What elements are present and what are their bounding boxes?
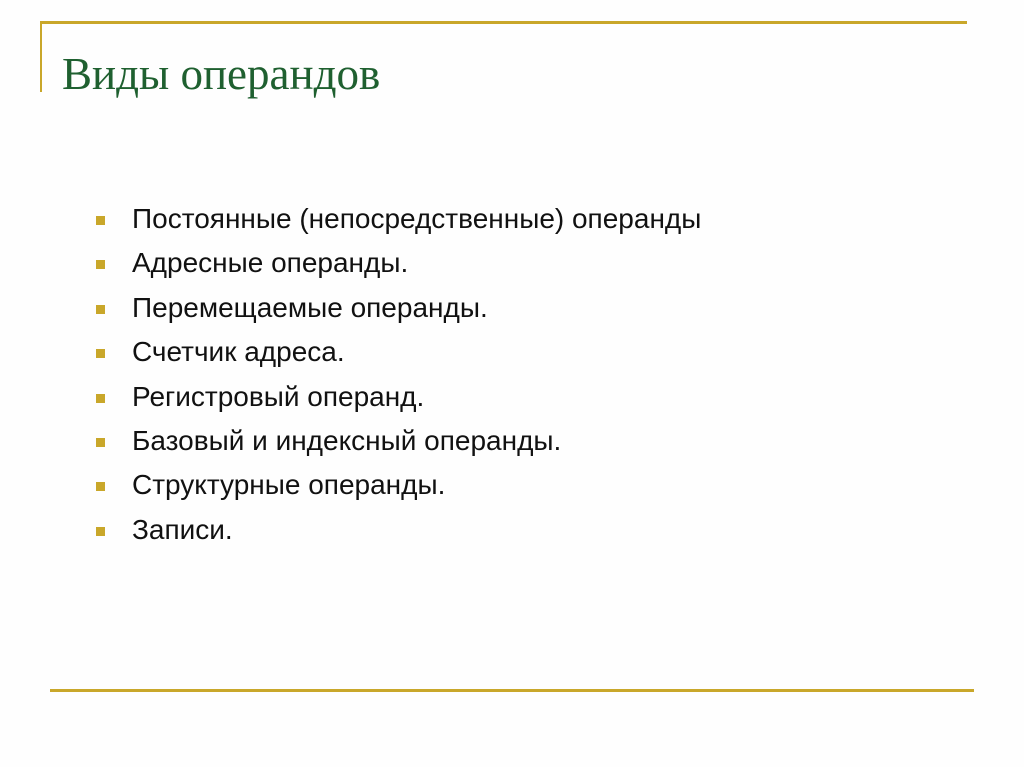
- bullet-text: Счетчик адреса.: [132, 336, 345, 368]
- bullet-text: Регистровый операнд.: [132, 380, 425, 412]
- square-bullet-icon: [96, 260, 105, 269]
- slide-title: Виды операндов: [62, 49, 381, 99]
- bottom-divider: [50, 689, 974, 692]
- square-bullet-icon: [96, 394, 105, 403]
- square-bullet-icon: [96, 305, 105, 314]
- square-bullet-icon: [96, 527, 105, 536]
- bullet-text: Адресные операнды.: [132, 247, 409, 279]
- bullet-text: Записи.: [132, 513, 233, 545]
- bullet-text: Базовый и индексный операнды.: [132, 424, 562, 456]
- square-bullet-icon: [96, 349, 105, 358]
- square-bullet-icon: [96, 482, 105, 491]
- bullet-text: Структурные операнды.: [132, 469, 446, 501]
- square-bullet-icon: [96, 216, 105, 225]
- top-divider: [40, 21, 967, 24]
- bullet-text: Перемещаемые операнды.: [132, 291, 488, 323]
- left-accent-line: [40, 21, 42, 92]
- square-bullet-icon: [96, 438, 105, 447]
- bullet-text: Постоянные (непосредственные) операнды: [132, 203, 702, 234]
